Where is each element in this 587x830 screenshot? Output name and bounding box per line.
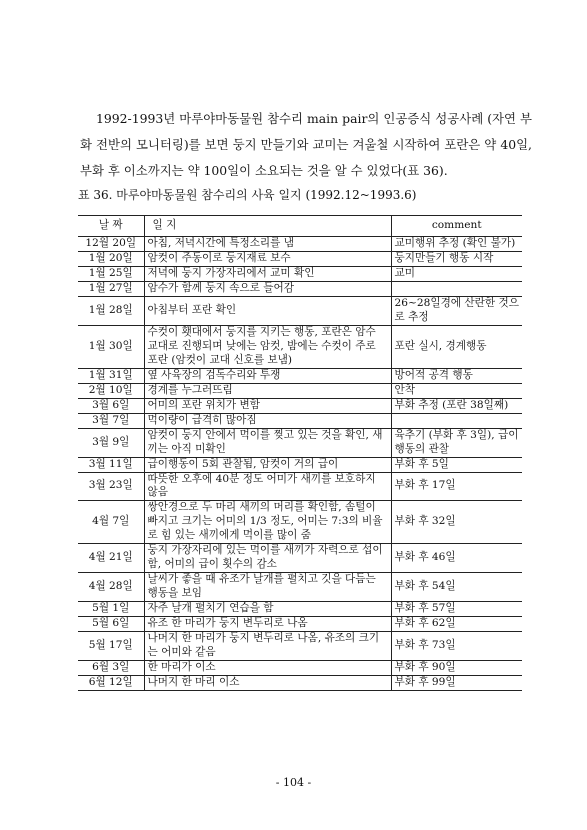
comment-cell: 교미행위 추정 (확인 불가) <box>391 237 522 252</box>
log-cell: 암컷이 주동이로 둥지재료 보수 <box>144 251 391 266</box>
comment-cell: 둥지만들기 행동 시작 <box>391 251 522 266</box>
header-comment: comment <box>391 216 522 237</box>
log-cell: 어미의 포란 위치가 변함 <box>144 398 391 413</box>
table-row <box>78 251 522 266</box>
log-cell: 경계를 누그러뜨림 <box>144 383 391 398</box>
intro-paragraph: 1992-1993년 마루야마동물원 참수리 main pair의 인공증식 성공사례 (자연 부화 전반의 모니터링)를 보면 둥지 만들기와 교미는 겨울철 시작하여 포란은 약 40일, 부화 후 이소까지는 약 100일이 소요되는 것을 알 수 있었다(표 36). <box>80 111 532 179</box>
comment-cell: 26~28일경에 산란한 것으로 추정 <box>391 296 522 325</box>
log-cell: 옆 사육장의 검독수리와 투쟁 <box>144 368 391 383</box>
log-cell: 자주 날개 펼치기 연습을 함 <box>144 602 391 617</box>
comment-cell: 방어적 공격 행동 <box>391 368 522 383</box>
date-cell: 1월 30일 <box>78 325 144 368</box>
date-cell: 4월 28일 <box>78 573 144 602</box>
table-body <box>78 237 522 691</box>
table-row <box>78 398 522 413</box>
table-row <box>78 266 522 281</box>
table-row <box>78 602 522 617</box>
comment-cell: 부화 후 5일 <box>391 457 522 472</box>
date-cell: 3월 11일 <box>78 457 144 472</box>
header-log: 일 지 <box>144 216 391 237</box>
comment-cell: 부화 후 62일 <box>391 617 522 632</box>
breeding-log-table <box>78 215 522 691</box>
log-cell: 날씨가 좋을 때 유조가 날개를 펼치고 깃을 다듬는 행동을 보임 <box>144 573 391 602</box>
table-row <box>78 573 522 602</box>
date-cell: 6월 3일 <box>78 661 144 676</box>
table-row <box>78 472 522 501</box>
comment-cell: 부화 후 99일 <box>391 676 522 691</box>
log-cell: 한 마리가 이소 <box>144 661 391 676</box>
date-cell: 3월 7일 <box>78 413 144 428</box>
log-cell: 암컷이 둥지 안에서 먹이를 찢고 있는 것을 확인, 새끼는 아직 미확인 <box>144 428 391 457</box>
table-row <box>78 661 522 676</box>
table-row <box>78 617 522 632</box>
date-cell: 3월 9일 <box>78 428 144 457</box>
table-row <box>78 383 522 398</box>
page-number: - 104 - <box>275 776 312 789</box>
table-caption: 표 36. 마루야마동물원 참수리의 사육 일지 (1992.12~1993.6) <box>78 188 417 202</box>
comment-cell: 부화 후 73일 <box>391 632 522 661</box>
table-row <box>78 325 522 368</box>
log-cell: 쌍안경으로 두 마리 새끼의 머리를 확인함, 솜털이 빠지고 크기는 어미의 1/3 정도, 어미는 7:3의 비율로 힘 있는 새끼에게 먹이를 많이 줌 <box>144 501 391 544</box>
comment-cell: 부화 후 57일 <box>391 602 522 617</box>
log-cell: 따뜻한 오후에 40분 정도 어미가 새끼를 보호하지 않음 <box>144 472 391 501</box>
table-row <box>78 281 522 296</box>
comment-cell: 육추기 (부화 후 3일), 급이 행동의 관찰 <box>391 428 522 457</box>
comment-cell <box>391 413 522 428</box>
comment-cell: 부화 후 54일 <box>391 573 522 602</box>
log-cell: 급이행동이 5회 관찰됨, 암컷이 거의 급이 <box>144 457 391 472</box>
comment-cell <box>391 281 522 296</box>
log-cell: 유조 한 마리가 둥지 변두리로 나옴 <box>144 617 391 632</box>
table-row <box>78 237 522 252</box>
comment-cell: 포란 실시, 경계행동 <box>391 325 522 368</box>
date-cell: 3월 23일 <box>78 472 144 501</box>
log-cell: 둥지 가장자리에 있는 먹이를 새끼가 자력으로 섭이함, 어미의 급이 횟수의 감소 <box>144 544 391 573</box>
comment-cell: 부화 후 90일 <box>391 661 522 676</box>
log-cell: 수컷이 횃대에서 둥지를 지키는 행동, 포란은 암수 교대로 진행되며 낮에는 암컷, 밤에는 수컷이 주로 포란 (암컷이 교대 신호를 보냄) <box>144 325 391 368</box>
table-row <box>78 676 522 691</box>
log-cell: 아침, 저녁시간에 특정소리를 냄 <box>144 237 391 252</box>
date-cell: 12월 20일 <box>78 237 144 252</box>
log-cell: 나머지 한 마리가 둥지 변두리로 나옴, 유조의 크기는 어미와 같음 <box>144 632 391 661</box>
date-cell: 3월 6일 <box>78 398 144 413</box>
date-cell: 5월 17일 <box>78 632 144 661</box>
date-cell: 4월 21일 <box>78 544 144 573</box>
table-row <box>78 457 522 472</box>
header-date: 날 짜 <box>78 216 144 237</box>
table-row <box>78 544 522 573</box>
table-row <box>78 296 522 325</box>
log-cell: 먹이량이 급격히 많아짐 <box>144 413 391 428</box>
comment-cell: 부화 후 17일 <box>391 472 522 501</box>
date-cell: 6월 12일 <box>78 676 144 691</box>
comment-cell: 부화 후 46일 <box>391 544 522 573</box>
table-header-row <box>78 216 522 237</box>
date-cell: 1월 28일 <box>78 296 144 325</box>
date-cell: 1월 31일 <box>78 368 144 383</box>
date-cell: 5월 6일 <box>78 617 144 632</box>
comment-cell: 부화 후 32일 <box>391 501 522 544</box>
comment-cell: 안착 <box>391 383 522 398</box>
table-row <box>78 413 522 428</box>
log-cell: 나머지 한 마리 이소 <box>144 676 391 691</box>
date-cell: 2월 10일 <box>78 383 144 398</box>
log-cell: 저녁에 둥지 가장자리에서 교미 확인 <box>144 266 391 281</box>
comment-cell: 부화 추정 (포란 38일째) <box>391 398 522 413</box>
date-cell: 1월 20일 <box>78 251 144 266</box>
log-cell: 아침부터 포란 확인 <box>144 296 391 325</box>
table-row <box>78 501 522 544</box>
comment-cell: 교미 <box>391 266 522 281</box>
table-row <box>78 368 522 383</box>
date-cell: 5월 1일 <box>78 602 144 617</box>
date-cell: 1월 27일 <box>78 281 144 296</box>
date-cell: 4월 7일 <box>78 501 144 544</box>
log-cell: 암수가 함께 둥지 속으로 들어감 <box>144 281 391 296</box>
table-row <box>78 428 522 457</box>
date-cell: 1월 25일 <box>78 266 144 281</box>
table-row <box>78 632 522 661</box>
